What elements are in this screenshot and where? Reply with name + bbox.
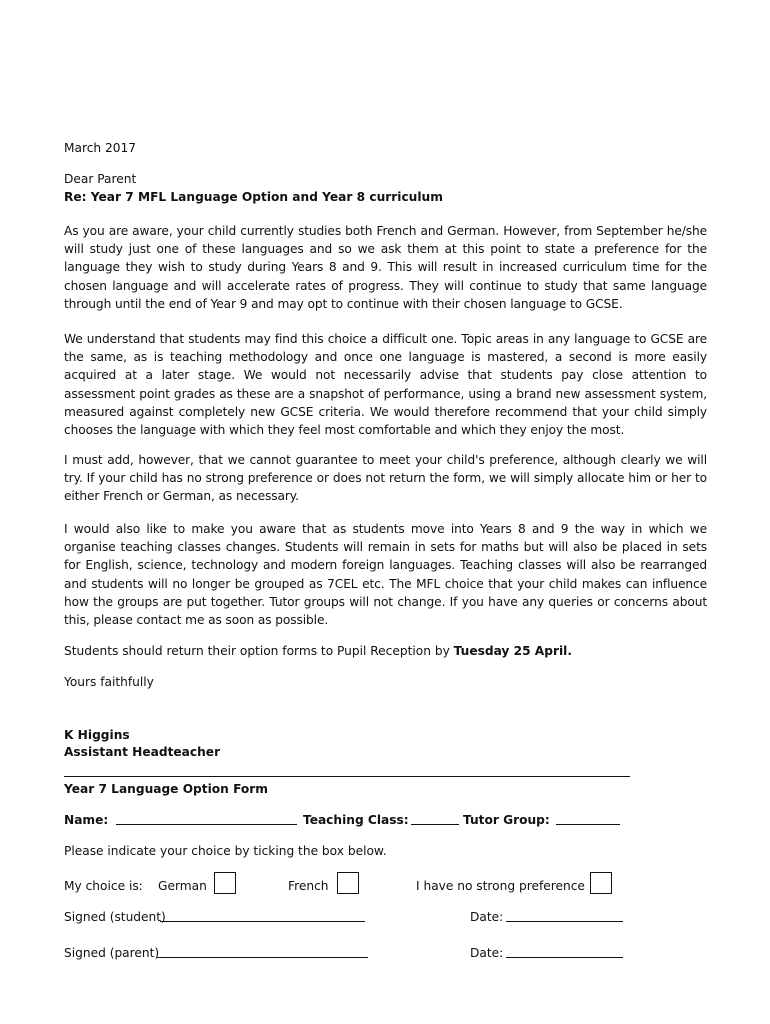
paragraph-3: I must add, however, that we cannot guarantee to meet your child's preference, although clearly we will try. If your child has no strong preference or does not return the form, we will simply allocate him or her to either French or German, as necessary.	[64, 453, 707, 504]
closing: Yours faithfully	[64, 675, 154, 689]
signed-parent-field[interactable]	[157, 957, 368, 958]
signer-title: Assistant Headteacher	[64, 745, 221, 759]
signed-parent-label: Signed (parent)	[64, 946, 160, 960]
german-checkbox[interactable]	[214, 872, 236, 894]
tutor-group-label: Tutor Group:	[463, 813, 550, 827]
name-field[interactable]	[116, 824, 297, 825]
return-deadline: Tuesday 25 April.	[453, 644, 572, 658]
parent-date-field[interactable]	[506, 957, 623, 958]
option-none-label: I have no strong preference	[416, 879, 585, 893]
teaching-class-field[interactable]	[411, 824, 459, 825]
letter-subject: Re: Year 7 MFL Language Option and Year 8 curriculum	[64, 190, 443, 204]
paragraph-1: As you are aware, your child currently studies both French and German. However, from September he/she will study just one of these languages and so we ask them at this point to state a preference for the language they wish to study during Years 8 and 9. This will result in increased curriculum time for the chosen language and will accelerate rates of progress. They will continue to study that same language through until the end of Year 9 and may opt to continue with their chosen language to GCSE.	[64, 224, 707, 311]
letter-date: March 2017	[64, 141, 137, 155]
teaching-class-label: Teaching Class:	[303, 813, 409, 827]
tutor-group-field[interactable]	[556, 824, 620, 825]
paragraph-4: I would also like to make you aware that as students move into Years 8 and 9 the way in which we organise teaching classes changes. Students will remain in sets for maths but will also be placed in sets for English, science, technology and modern foreign languages. Teaching classes will also be rearranged and students will no longer be grouped as 7CEL etc. The MFL choice that your child makes can influence how the groups are put together. Tutor groups will not change. If you have any queries or concerns about this, please contact me as soon as possible.	[64, 522, 707, 628]
no-preference-checkbox[interactable]	[590, 872, 612, 894]
option-french-label: French	[288, 879, 329, 893]
salutation: Dear Parent	[64, 172, 137, 186]
choice-label: My choice is:	[64, 879, 143, 893]
return-text: Students should return their option forms to Pupil Reception by	[64, 644, 454, 658]
option-german-label: German	[158, 879, 207, 893]
return-instruction	[64, 642, 572, 660]
paragraph-2: We understand that students may find this choice a difficult one. Topic areas in any language to GCSE are the same, as is teaching methodology and once one language is mastered, a second is more easily acquired at a later stage. We would not necessarily advise that students pay close attention to assessment point grades as these are a snapshot of performance, using a brand new assessment system, measured against completely new GCSE criteria. We would therefore recommend that your child simply chooses the language with which they feel most comfortable and which they enjoy the most.	[64, 332, 707, 438]
parent-date-label: Date:	[470, 946, 504, 960]
student-date-field[interactable]	[506, 921, 623, 922]
student-date-label: Date:	[470, 910, 504, 924]
signed-student-field[interactable]	[160, 921, 365, 922]
form-instruction: Please indicate your choice by ticking the box below.	[64, 844, 387, 858]
signed-student-label: Signed (student)	[64, 910, 166, 924]
french-checkbox[interactable]	[337, 872, 359, 894]
signer-name: K Higgins	[64, 728, 130, 742]
name-label: Name:	[64, 813, 109, 827]
form-divider	[64, 776, 630, 777]
form-title: Year 7 Language Option Form	[64, 782, 268, 796]
